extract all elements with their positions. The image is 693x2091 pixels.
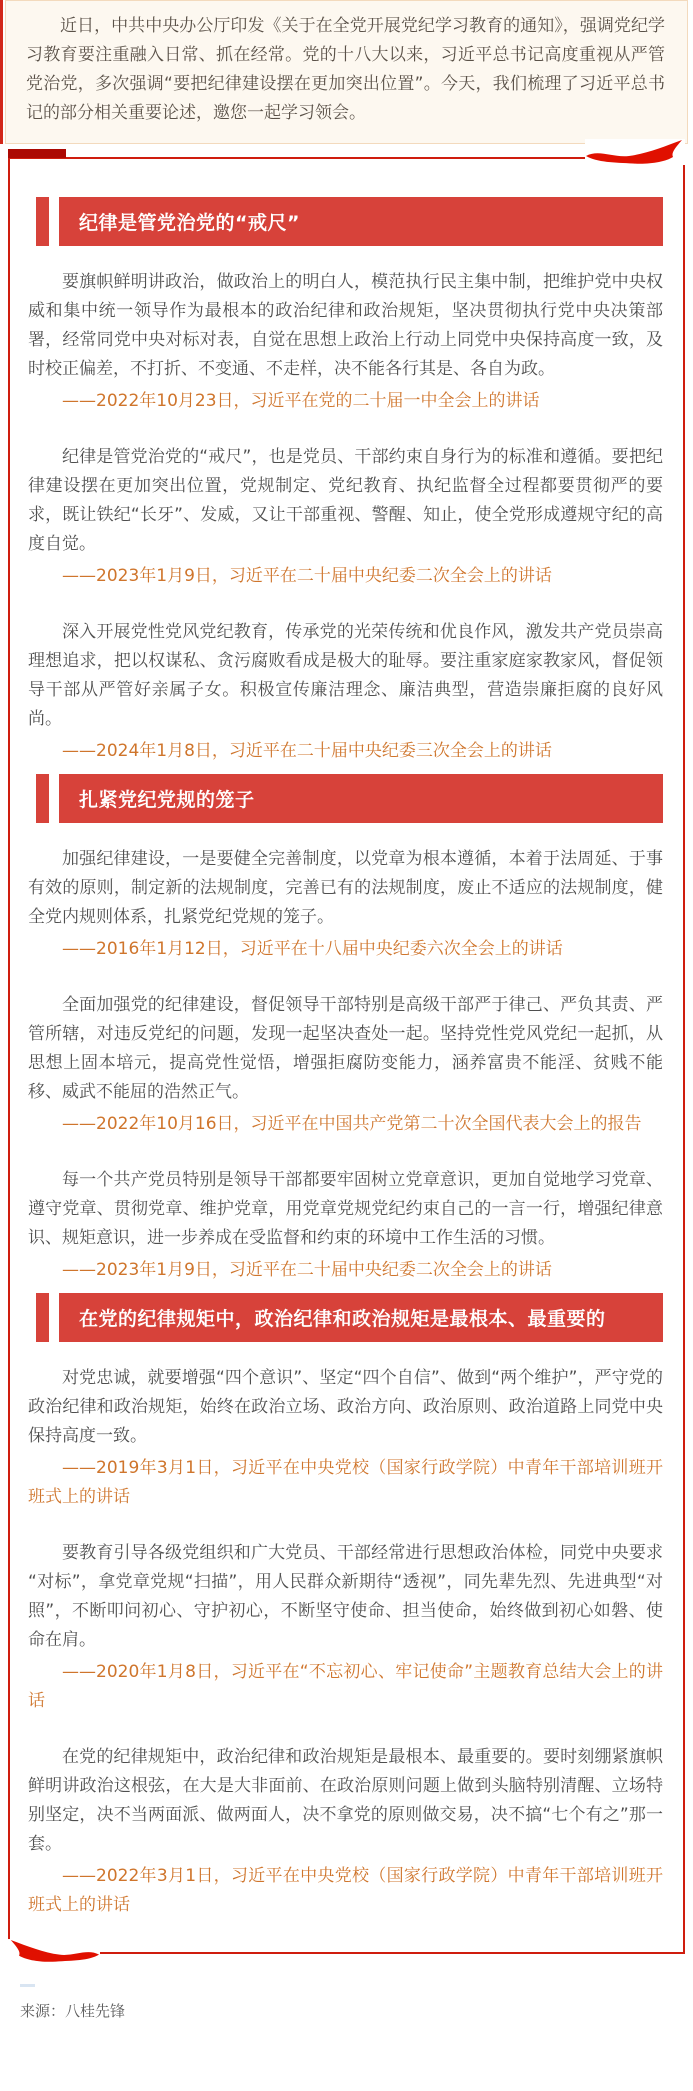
quote-block — [28, 1539, 663, 1716]
quote-attribution: ——2024年1月8日，习近平在二十届中央纪委三次全会上的讲话 — [62, 741, 552, 761]
ribbon-flourish-bottom-icon — [8, 1939, 100, 1963]
quote-text: 要旗帜鲜明讲政治，做政治上的明白人，模范执行民主集中制，把维护党中央权威和集中统一领导作为最根本的政治纪律和政治规矩，坚决贯彻执行党中央决策部署，经常同党中央对标对表，自觉在思想上政治上行动上同党中央保持高度一致，及时校正偏差，不打折、不变通、不走样，决不能各行其是、各自为政。 — [28, 272, 663, 379]
ribbon-flourish-top-icon — [585, 139, 685, 165]
section-header — [36, 197, 663, 246]
quote-text: 加强纪律建设，一是要健全完善制度，以党章为根本遵循，本着于法周延、于事有效的原则，制定新的法规制度，完善已有的法规制度，废止不适应的法规制度，健全党内规则体系，扎紧党纪党规的笼子。 — [28, 849, 663, 927]
section-title: 纪律是管党治党的“戒尺” — [59, 197, 663, 246]
quote-block — [28, 443, 663, 591]
quote-attribution: ——2016年1月12日，习近平在十八届中央纪委六次全会上的讲话 — [62, 939, 563, 959]
source-credit: 来源：八桂先锋 — [20, 2002, 126, 2020]
quote-attribution: ——2023年1月9日，习近平在二十届中央纪委二次全会上的讲话 — [62, 566, 552, 586]
quote-attribution: ——2022年10月23日，习近平在党的二十届一中全会上的讲话 — [62, 391, 540, 411]
section-header — [36, 774, 663, 823]
quote-text: 在党的纪律规矩中，政治纪律和政治规矩是最根本、最重要的。要时刻绷紧旗帜鲜明讲政治这根弦，在大是大非面前、在政治原则问题上做到头脑特别清醒、立场特别坚定，决不当两面派、做两面人，决不拿党的原则做交易，决不搞“七个有之”那一套。 — [28, 1747, 663, 1854]
quote-text: 全面加强党的纪律建设，督促领导干部特别是高级干部严于律己、严负其责、严管所辖，对违反党纪的问题，发现一起坚决查处一起。坚持党性党风党纪一起抓，从思想上固本培元，提高党性觉悟，增强拒腐防变能力，涵养富贵不能淫、贫贱不能移、威武不能屈的浩然正气。 — [28, 995, 663, 1102]
divider-tick-bar — [8, 149, 66, 158]
section-tighten-cage — [28, 774, 663, 1285]
quote-attribution: ——2019年3月1日，习近平在中央党校（国家行政学院）中青年干部培训班开班式上的讲话 — [28, 1458, 663, 1507]
section-political-discipline — [28, 1293, 663, 1920]
quote-block — [28, 1166, 663, 1285]
quote-text: 纪律是管党治党的“戒尺”，也是党员、干部约束自身行为的标准和遵循。要把纪律建设摆在更加突出位置，党规制定、党纪教育、执纪监督全过程都要贯彻严的要求，既让铁纪“长牙”、发威，又让干部重视、警醒、知止，使全党形成遵规守纪的高度自觉。 — [28, 447, 663, 554]
intro-section — [0, 0, 693, 144]
article-footer — [20, 1984, 693, 2021]
quote-attribution: ——2020年1月8日，习近平在“不忘初心、牢记使命”主题教育总结大会上的讲话 — [28, 1662, 663, 1711]
section-title: 在党的纪律规矩中，政治纪律和政治规矩是最根本、最重要的 — [59, 1293, 663, 1342]
quote-block — [28, 1743, 663, 1920]
section-title: 扎紧党纪党规的笼子 — [59, 774, 663, 823]
intro-box — [5, 0, 688, 144]
section-header-accent-bar — [36, 1293, 49, 1342]
quote-attribution: ——2023年1月9日，习近平在二十届中央纪委二次全会上的讲话 — [62, 1260, 552, 1280]
quote-block — [28, 991, 663, 1139]
section-header — [36, 1293, 663, 1342]
section-discipline-ruler — [28, 197, 663, 766]
quote-block — [28, 618, 663, 766]
section-header-accent-bar — [36, 774, 49, 823]
quote-text: 对党忠诚，就要增强“四个意识”、坚定“四个自信”、做到“两个维护”，严守党的政治纪律和政治规矩，始终在政治立场、政治方向、政治原则、政治道路上同党中央保持高度一致。 — [28, 1368, 663, 1446]
quote-attribution: ——2022年3月1日，习近平在中央党校（国家行政学院）中青年干部培训班开班式上的讲话 — [28, 1866, 663, 1915]
quote-text: 深入开展党性党风党纪教育，传承党的光荣传统和优良作风，激发共产党员崇高理想追求，把以权谋私、贪污腐败看成是极大的耻辱。要注重家庭家教家风，督促领导干部从严管好亲属子女。积极宣传廉洁理念、廉洁典型，营造崇廉拒腐的良好风尚。 — [28, 622, 663, 729]
quote-text: 要教育引导各级党组织和广大党员、干部经常进行思想政治体检，同党中央要求“对标”，拿党章党规“扫描”，用人民群众新期待“透视”，同先辈先烈、先进典型“对照”，不断叩问初心、守护初心，不断坚守使命、担当使命，始终做到初心如磐、使命在肩。 — [28, 1543, 663, 1650]
intro-text: 近日，中共中央办公厅印发《关于在全党开展党纪学习教育的通知》，强调党纪学习教育要注重融入日常、抓在经常。党的十八大以来，习近平总书记高度重视从严管党治党，多次强调“要把纪律建设摆在更加突出位置”。今天，我们梳理了习近平总书记的部分相关重要论述，邀您一起学习领会。 — [26, 16, 665, 123]
quote-block — [28, 1364, 663, 1512]
section-header-accent-bar — [36, 197, 49, 246]
intro-left-accent-bar — [0, 0, 3, 144]
main-frame — [8, 157, 685, 1954]
quote-attribution: ——2022年10月16日，习近平在中国共产党第二十次全国代表大会上的报告 — [62, 1114, 642, 1134]
quote-block — [28, 268, 663, 416]
quote-block — [28, 845, 663, 964]
footer-dash-icon — [20, 1984, 35, 1987]
quote-text: 每一个共产党员特别是领导干部都要牢固树立党章意识，更加自觉地学习党章、遵守党章、贯彻党章、维护党章，用党章党规党纪约束自己的一言一行，增强纪律意识、规矩意识，进一步养成在受监督和约束的环境中工作生活的习惯。 — [28, 1170, 663, 1248]
